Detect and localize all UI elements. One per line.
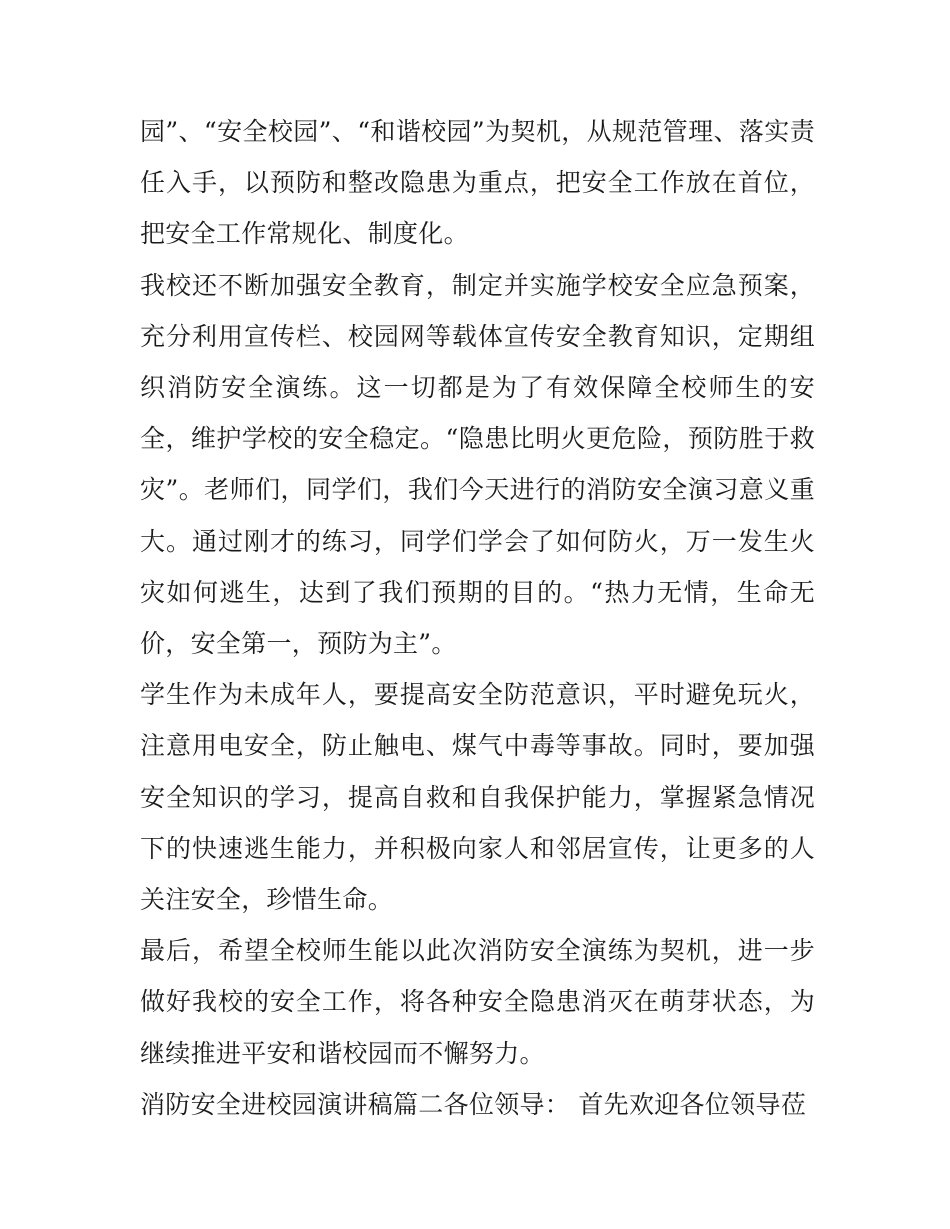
paragraph-1: 园”、“安全校园”、“和谐校园”为契机，从规范管理、落实责任入手，以预防和整改隐患为重点，把安全工作放在首位，把安全工作常规化、制度化。: [140, 117, 815, 249]
paragraph-5: 消防安全进校园演讲稿篇二各位领导： 首先欢迎各位领导莅: [140, 1089, 807, 1119]
document-body: [140, 106, 815, 1130]
paragraph-3: 学生作为未成年人，要提高安全防范意识，平时避免玩火，注意用电安全，防止触电、煤气中毒等事故。同时，要加强安全知识的学习，提高自救和自我保护能力，掌握紧急情况下的快速逃生能力，并积极向家人和邻居宣传，让更多的人关注安全，珍惜生命。: [140, 680, 815, 915]
paragraph-2: 我校还不断加强安全教育，制定并实施学校安全应急预案，充分利用宣传栏、校园网等载体宣传安全教育知识，定期组织消防安全演练。这一切都是为了有效保障全校师生的安全，维护学校的安全稳定。“隐患比明火更危险，预防胜于救灾”。老师们，同学们，我们今天进行的消防安全演习意义重大。通过刚才的练习，同学们学会了如何防火，万一发生火灾如何逃生，达到了我们预期的目的。“热力无情，生命无价，安全第一，预防为主”。: [140, 270, 815, 659]
paragraph-4: 最后，希望全校师生能以此次消防安全演练为契机，进一步做好我校的安全工作，将各种安全隐患消灭在萌芽状态，为继续推进平安和谐校园而不懈努力。: [140, 936, 815, 1068]
